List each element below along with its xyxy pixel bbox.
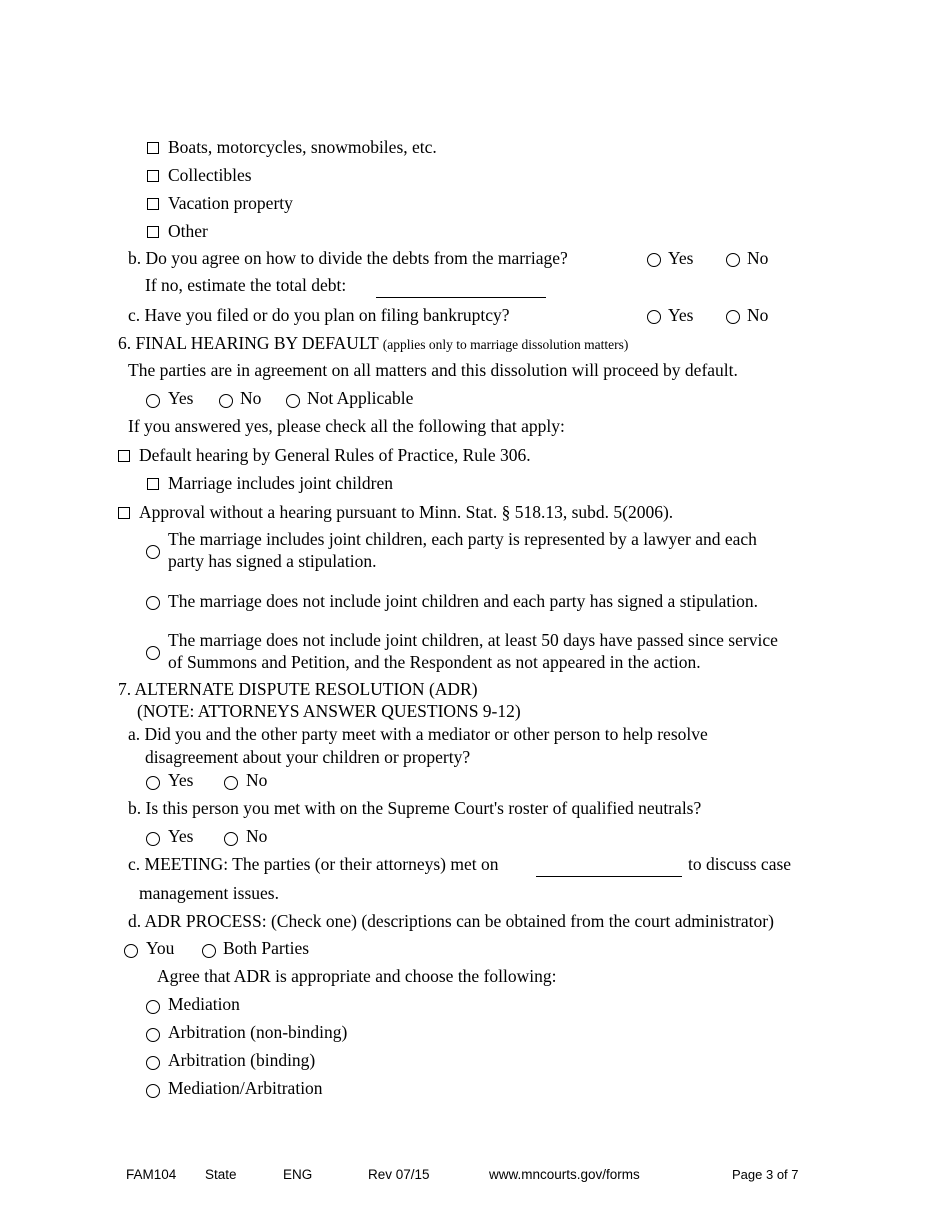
meeting-date-field[interactable] [536,876,682,877]
checkbox-collectibles[interactable] [147,170,159,182]
footer-jurisdiction: State [205,1167,237,1182]
total-debt-label: If no, estimate the total debt: [145,275,347,295]
checkbox-default-hearing[interactable] [118,450,130,462]
approval-label: Approval without a hearing pursuant to Minn. Stat. § 518.13, subd. 5(2006). [139,502,674,522]
checkbox-approval-without-hearing[interactable] [118,507,130,519]
total-debt-field[interactable] [376,297,546,298]
asset-vacation-label: Vacation property [168,193,293,213]
approval-option-3-line2: of Summons and Petition, and the Respondent as not appeared in the action. [168,652,701,672]
radio-debts-no[interactable] [726,253,740,267]
radio-mediator-no[interactable] [224,776,238,790]
section-6-note: (applies only to marriage dissolution matters) [382,337,629,352]
footer-page-number: Page 3 of 7 [732,1167,799,1182]
section-7-note: (NOTE: ATTORNEYS ANSWER QUESTIONS 9-12) [137,701,521,721]
meeting-text-line2: management issues. [139,883,279,903]
radio-debts-no-label: No [747,248,769,268]
radio-approval-option-2[interactable] [146,596,160,610]
radio-arbitration-non-binding-label: Arbitration (non-binding) [168,1022,348,1042]
default-instruction: If you answered yes, please check all the following that apply: [128,416,565,436]
footer-form-code: FAM104 [126,1167,177,1182]
question-adr-process: d. ADR PROCESS: (Check one) (descriptions can be obtained from the court administrator) [128,911,774,931]
radio-approval-option-3[interactable] [146,646,160,660]
radio-mediation[interactable] [146,1000,160,1014]
checkbox-joint-children[interactable] [147,478,159,490]
radio-mediation-arbitration[interactable] [146,1084,160,1098]
section-6-heading [118,333,628,354]
radio-bankruptcy-no-label: No [747,305,769,325]
radio-arbitration-non-binding[interactable] [146,1028,160,1042]
radio-roster-yes-label: Yes [168,826,194,846]
radio-default-na[interactable] [286,394,300,408]
approval-option-1-line2: party has signed a stipulation. [168,551,377,571]
radio-party-both[interactable] [202,944,216,958]
radio-party-you[interactable] [124,944,138,958]
radio-default-na-label: Not Applicable [307,388,414,408]
radio-mediator-yes-label: Yes [168,770,194,790]
checkbox-other[interactable] [147,226,159,238]
question-bankruptcy: c. Have you filed or do you plan on filing bankruptcy? [128,305,510,325]
footer-language: ENG [283,1167,313,1182]
radio-bankruptcy-yes-label: Yes [668,305,694,325]
question-mediator-line2: disagreement about your children or property? [145,747,471,767]
question-debts: b. Do you agree on how to divide the debts from the marriage? [128,248,568,268]
footer-revision: Rev 07/15 [368,1167,430,1182]
asset-collectibles-label: Collectibles [168,165,252,185]
joint-children-label: Marriage includes joint children [168,473,393,493]
approval-option-2-text: The marriage does not include joint children and each party has signed a stipulation. [168,591,758,611]
footer-url[interactable]: www.mncourts.gov/forms [489,1167,640,1182]
radio-mediation-label: Mediation [168,994,240,1014]
radio-default-no-label: No [240,388,262,408]
section-7-heading: 7. ALTERNATE DISPUTE RESOLUTION (ADR) [118,679,478,699]
default-hearing-label: Default hearing by General Rules of Practice, Rule 306. [139,445,531,465]
radio-debts-yes[interactable] [647,253,661,267]
meeting-text-part1: c. MEETING: The parties (or their attorneys) met on [128,854,499,874]
radio-mediator-no-label: No [246,770,268,790]
checkbox-vacation-property[interactable] [147,198,159,210]
radio-mediator-yes[interactable] [146,776,160,790]
radio-approval-option-1[interactable] [146,545,160,559]
asset-other-label: Other [168,221,208,241]
question-mediator-line1: a. Did you and the other party meet with a mediator or other person to help resolve [128,724,708,744]
radio-default-yes[interactable] [146,394,160,408]
approval-option-1-text [168,528,757,572]
radio-default-no[interactable] [219,394,233,408]
question-roster: b. Is this person you met with on the Supreme Court's roster of qualified neutrals? [128,798,702,818]
radio-bankruptcy-no[interactable] [726,310,740,324]
radio-roster-no-label: No [246,826,268,846]
radio-roster-yes[interactable] [146,832,160,846]
radio-mediation-arbitration-label: Mediation/Arbitration [168,1078,323,1098]
radio-party-you-label: You [146,938,175,958]
default-statement: The parties are in agreement on all matters and this dissolution will proceed by default. [128,360,738,380]
radio-debts-yes-label: Yes [668,248,694,268]
meeting-text-part2: to discuss case [688,854,792,874]
section-6-title: 6. FINAL HEARING BY DEFAULT [118,333,379,353]
radio-default-yes-label: Yes [168,388,194,408]
radio-party-both-label: Both Parties [223,938,310,958]
radio-arbitration-binding[interactable] [146,1056,160,1070]
approval-option-1-line1: The marriage includes joint children, each party is represented by a lawyer and each [168,529,757,549]
radio-arbitration-binding-label: Arbitration (binding) [168,1050,316,1070]
radio-roster-no[interactable] [224,832,238,846]
asset-boats-label: Boats, motorcycles, snowmobiles, etc. [168,137,437,157]
agree-adr-text: Agree that ADR is appropriate and choose the following: [157,966,557,986]
checkbox-boats[interactable] [147,142,159,154]
approval-option-3-text [168,629,778,673]
approval-option-3-line1: The marriage does not include joint children, at least 50 days have passed since service [168,630,778,650]
radio-bankruptcy-yes[interactable] [647,310,661,324]
